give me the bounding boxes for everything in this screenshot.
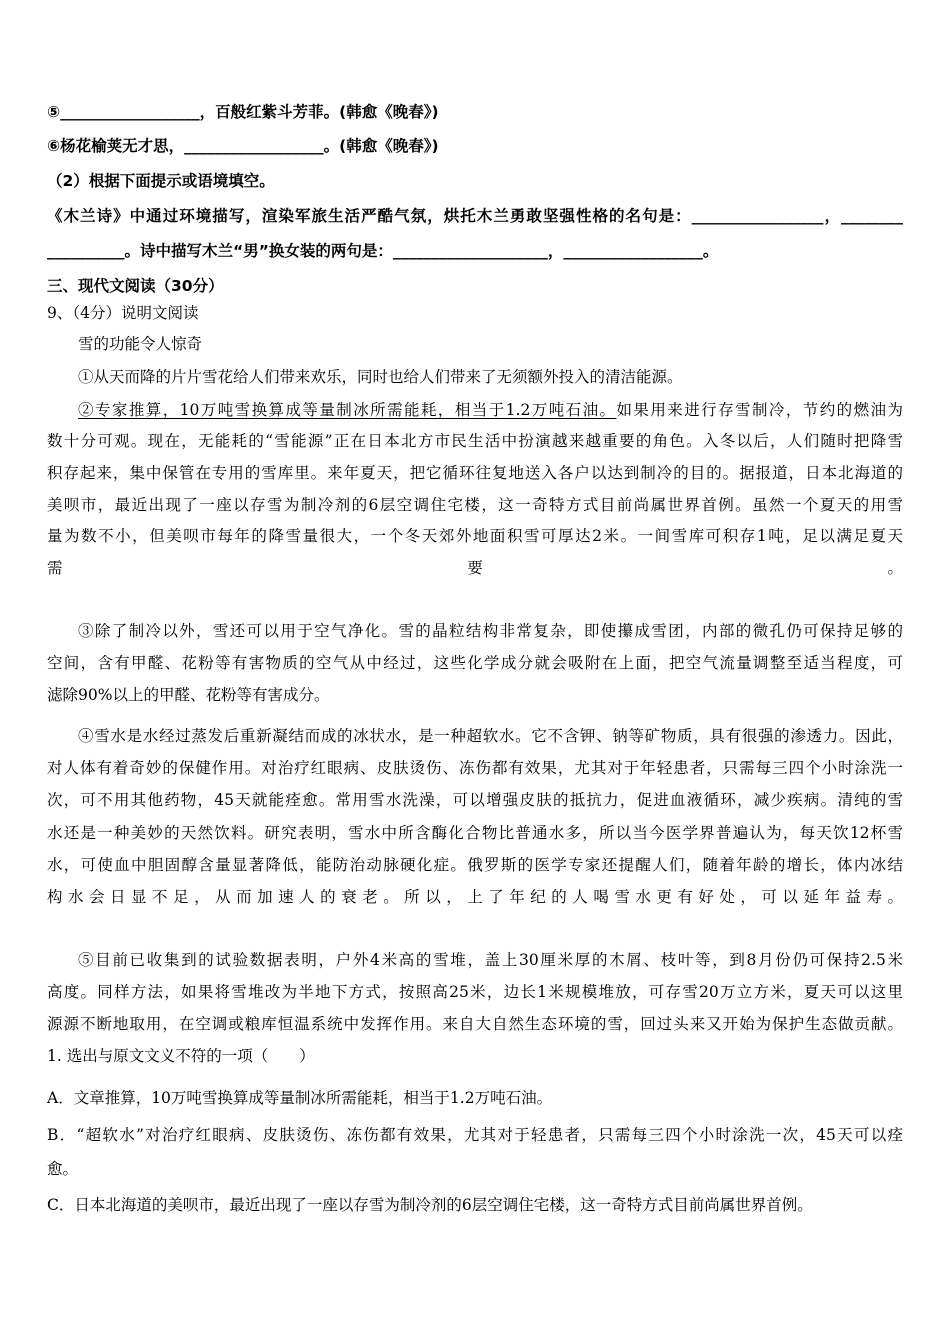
para-4-line-3: 次，可不用其他药物，45天就能痊愈。常用雪水洗澡，可以增强皮肤的抵抗力，促进血液循环，减少疾病。清纯的雪 bbox=[47, 791, 903, 809]
sub-question-2: （2）根据下面提示或语境填空。 bbox=[47, 172, 275, 190]
recite-item-5: ⑤__________________，百般红紫斗芳菲。(韩愈《晚春》) bbox=[47, 103, 439, 121]
question-1-stem: 1. 选出与原文文义不符的一项（ ） bbox=[47, 1047, 315, 1065]
para-4-line-1: ④雪水是水经过蒸发后重新凝结而成的冰状水，是一种超软水。它不含钾、钠等矿物质，具有很强的渗透力。因此， bbox=[78, 727, 903, 745]
option-a: A．文章推算，10万吨雪换算成等量制冰所需能耗，相当于1.2万吨石油。 bbox=[47, 1089, 553, 1107]
para-2-line-5: 量为数不小，但美呗市每年的降雪量很大，一个冬天郊外地面积雪可厚达2米。一间雪库可积存1吨，足以满足夏天 bbox=[47, 527, 903, 545]
question-9-header: 9、（4分）说明文阅读 bbox=[47, 304, 199, 322]
para-3-line-1: ③除了制冷以外，雪还可以用于空气净化。雪的晶粒结构非常复杂，即使攥成雪团，内部的微孔仍可保持足够的 bbox=[78, 622, 903, 640]
para-4-line-4: 水还是一种美妙的天然饮料。研究表明，雪水中所含酶化合物比普通水多，所以当今医学界普遍认为，每天饮12杯雪 bbox=[47, 824, 903, 842]
para-5-line-1: ⑤目前已收集到的试验数据表明，户外4米高的雪堆，盖上30厘米厚的木屑、枝叶等，到8月份仍可保持2.5米 bbox=[78, 951, 903, 969]
para-3-line-2: 空间，含有甲醛、花粉等有害物质的空气从中经过，这些化学成分就会吸附在上面，把空气流量调整至适当程度，可 bbox=[47, 654, 903, 672]
para-2-line-6: 需要。 bbox=[47, 559, 903, 577]
para-5-line-2: 高度。同样方法，如果将雪堆改为半地下方式，按照高25米，边长1米规模堆放，可存雪20万立方米，夏天可以这里 bbox=[47, 983, 903, 1001]
para-4-line-5: 水，可使血中胆固醇含量显著降低，能防治动脉硬化症。俄罗斯的医学专家还提醒人们，随着年龄的增长，体内冰结 bbox=[47, 856, 903, 874]
fill-blank-line-1: 《木兰诗》中通过环境描写，渲染军旅生活严酷气氛，烘托木兰勇敢坚强性格的名句是：_________________，________ bbox=[47, 207, 903, 225]
option-b-line-1: B．“超软水”对治疗红眼病、皮肤烫伤、冻伤都有效果，尤其对于轻患者，只需每三四个小时涂洗一次，45天可以痊 bbox=[47, 1126, 903, 1144]
para-2-line-1: ②专家推算，10万吨雪换算成等量制冰所需能耗，相当于1.2万吨石油。如果用来进行存雪制冷，节约的燃油为 bbox=[78, 401, 903, 419]
para-1: ①从天而降的片片雪花给人们带来欢乐，同时也给人们带来了无须额外投入的清洁能源。 bbox=[78, 368, 683, 386]
para-4-line-6: 构水会日显不足，从而加速人的衰老。所以，上了年纪的人喝雪水更有好处，可以延年益寿。 bbox=[47, 888, 903, 906]
para-4-line-2: 对人体有着奇妙的保健作用。对治疗红眼病、皮肤烫伤、冻伤都有效果，尤其对于年轻患者，只需每三四个小时涂洗一 bbox=[47, 759, 903, 777]
fill-blank-line-2: __________。诗中描写木兰“男”换女装的两句是：____________________，__________________。 bbox=[47, 242, 719, 260]
passage-title: 雪的功能令人惊奇 bbox=[78, 335, 203, 353]
option-b-line-2: 愈。 bbox=[47, 1160, 79, 1178]
underlined-sentence: ②专家推算，10万吨雪换算成等量制冰所需能耗，相当于1.2万吨石油。 bbox=[78, 401, 617, 419]
option-c: C．日本北海道的美呗市，最近出现了一座以存雪为制冷剂的6层空调住宅楼，这一奇特方式目前尚属世界首例。 bbox=[47, 1196, 813, 1214]
para-2-line-3: 积存起来，集中保管在专用的雪库里。来年夏天，把它循环往复地送入各户以达到制冷的目的。据报道，日本北海道的 bbox=[47, 464, 903, 482]
para-2-line-2: 数十分可观。现在，无能耗的“雪能源”正在日本北方市民生活中扮演越来越重要的角色。入冬以后，人们随时把降雪 bbox=[47, 432, 903, 450]
para-3-line-3: 滤除90%以上的甲醛、花粉等有害成分。 bbox=[47, 686, 330, 704]
para-5-line-3: 源源不断地取用，在空调或粮库恒温系统中发挥作用。来自大自然生态环境的雪，回过头来又开始为保护生态做贡献。 bbox=[47, 1015, 903, 1033]
recite-item-6: ⑥杨花榆荚无才思，__________________。(韩愈《晚春》) bbox=[47, 137, 439, 155]
section-heading: 三、现代文阅读（30分） bbox=[47, 277, 224, 295]
para-2-line-4: 美呗市，最近出现了一座以存雪为制冷剂的6层空调住宅楼，这一奇特方式目前尚属世界首例。虽然一个夏天的用雪 bbox=[47, 496, 903, 514]
